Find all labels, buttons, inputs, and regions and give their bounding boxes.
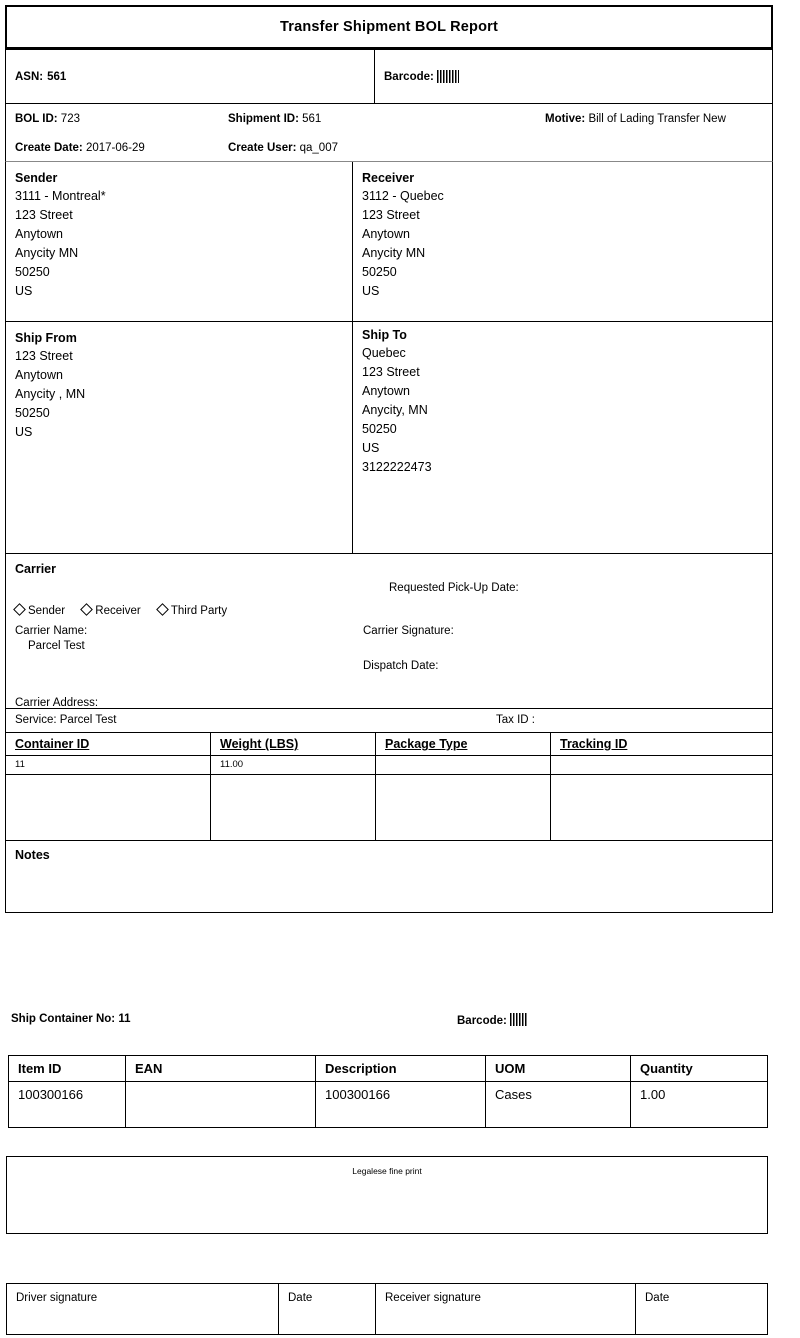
- sender-line: 50250: [15, 265, 50, 279]
- table-row: [9, 1082, 767, 1127]
- column-header-label: Container ID: [15, 737, 90, 751]
- sender-line: Anytown: [15, 227, 63, 241]
- sender-line: 3111 - Montreal*: [15, 189, 106, 203]
- dispatch-date-label: Dispatch Date:: [363, 660, 439, 672]
- cell-container-id: 11: [6, 756, 211, 774]
- diamond-icon: [80, 603, 93, 616]
- receiver-line: 3112 - Quebec: [362, 189, 444, 203]
- column-header-description: [316, 1056, 486, 1081]
- column-header-ean: [126, 1056, 316, 1081]
- container-table-header-row: [6, 733, 772, 756]
- column-header-quantity: [631, 1056, 767, 1081]
- column-header-label: Tracking ID: [560, 737, 628, 751]
- ship-to-line: 50250: [362, 422, 397, 436]
- carrier-name-label: Carrier Name:: [15, 625, 88, 637]
- ship-from-block: [6, 322, 353, 553]
- sender-line: 123 Street: [15, 208, 73, 222]
- notes-section: [5, 841, 773, 913]
- driver-date-label: Date: [288, 1292, 313, 1304]
- bol-id-value: 723: [60, 113, 80, 125]
- receiver-line: Anycity MN: [362, 246, 426, 260]
- table-empty-space: [6, 775, 772, 841]
- cell-weight: 11.00: [211, 756, 376, 774]
- column-header-tracking-id: [551, 733, 772, 755]
- item-table-header-row: [9, 1056, 767, 1082]
- empty-cell: [211, 775, 376, 840]
- create-date-label: Create Date:: [15, 142, 83, 154]
- column-header-label: Item ID: [18, 1061, 62, 1076]
- column-header-container-id: [6, 733, 211, 755]
- ship-from-line: US: [15, 425, 33, 439]
- ship-to-line: Quebec: [362, 346, 406, 360]
- ship-container-barcode-label: Barcode:: [457, 1015, 507, 1027]
- asn-value: 561: [47, 70, 67, 83]
- driver-date-cell[interactable]: [279, 1284, 376, 1334]
- service-value: Parcel Test: [59, 714, 117, 726]
- barcode-icon: [437, 70, 459, 83]
- radio-option-third-party[interactable]: [158, 604, 227, 619]
- dispatch-date-field: [363, 659, 438, 674]
- report-title-box: [5, 5, 773, 50]
- receiver-line: Anytown: [362, 227, 410, 241]
- ship-to-line: Anytown: [362, 384, 410, 398]
- sender-receiver-row: [5, 162, 773, 322]
- cell-package-type: [376, 756, 551, 774]
- ship-from-line: 123 Street: [15, 349, 73, 363]
- column-header-weight: [211, 733, 376, 755]
- motive-label: Motive:: [545, 113, 586, 125]
- diamond-icon: [13, 603, 26, 616]
- cell-ean: [126, 1082, 316, 1127]
- barcode-icon: [510, 1013, 528, 1026]
- cell-item-id: 100300166: [9, 1082, 126, 1127]
- column-header-label: Quantity: [640, 1061, 693, 1076]
- sender-line: US: [15, 284, 33, 298]
- requested-pickup-date-label: Requested Pick-Up Date:: [389, 582, 519, 594]
- carrier-heading: Carrier: [15, 562, 56, 576]
- receiver-signature-label: Receiver signature: [385, 1292, 481, 1304]
- requested-pickup-date-field: [389, 581, 519, 596]
- ship-to-line: US: [362, 441, 380, 455]
- tax-id-label: Tax ID :: [496, 714, 535, 726]
- notes-heading: Notes: [15, 848, 50, 862]
- shipment-id-value: 561: [302, 113, 322, 125]
- ship-container-barcode-field: [457, 1013, 528, 1027]
- shipment-id-field: [228, 112, 321, 126]
- column-header-package-type: [376, 733, 551, 755]
- item-table: [8, 1055, 768, 1128]
- asn-cell: [6, 50, 375, 103]
- shipfrom-shipto-row: [5, 322, 773, 554]
- driver-signature-label: Driver signature: [16, 1292, 98, 1304]
- table-row: [6, 756, 772, 775]
- bol-meta-block: [5, 104, 773, 162]
- ship-to-line: 3122222473: [362, 460, 432, 474]
- container-table: [5, 733, 773, 841]
- column-header-label: Package Type: [385, 737, 468, 751]
- diamond-icon: [156, 603, 169, 616]
- cell-description: 100300166: [316, 1082, 486, 1127]
- bol-id-label: BOL ID:: [15, 113, 58, 125]
- ship-to-line: Anycity, MN: [362, 403, 428, 417]
- create-user-field: [228, 141, 338, 155]
- ship-to-block: [353, 322, 772, 553]
- column-header-uom: [486, 1056, 631, 1081]
- tax-id-field: [496, 714, 535, 726]
- create-user-value: qa_007: [299, 142, 338, 154]
- receiver-line: 50250: [362, 265, 397, 279]
- ship-to-line: 123 Street: [362, 365, 420, 379]
- service-tax-row: [5, 709, 773, 733]
- service-label: Service:: [15, 714, 57, 726]
- radio-label-third-party: Third Party: [170, 605, 228, 617]
- sender-block: [6, 162, 353, 321]
- empty-cell: [6, 775, 211, 840]
- radio-label-sender: Sender: [28, 605, 66, 617]
- cell-quantity: 1.00: [640, 1087, 666, 1102]
- carrier-address-label: Carrier Address:: [15, 697, 99, 709]
- receiver-line: 123 Street: [362, 208, 420, 222]
- cell-uom: Cases: [486, 1082, 631, 1127]
- carrier-signature-field: [363, 624, 454, 639]
- radio-label-receiver: Receiver: [95, 605, 141, 617]
- create-date-field: [15, 141, 145, 155]
- receiver-heading: Receiver: [362, 171, 415, 185]
- column-header-label: Description: [325, 1061, 397, 1076]
- ship-from-line: Anytown: [15, 368, 63, 382]
- receiver-line: US: [362, 284, 380, 298]
- ship-from-line: Anycity , MN: [15, 387, 86, 401]
- carrier-payer-options: [15, 604, 241, 619]
- motive-field: [545, 112, 767, 126]
- ship-container-label: Ship Container No: 11: [11, 1013, 131, 1025]
- ship-container-header: [11, 1013, 771, 1033]
- receiver-block: [353, 162, 772, 321]
- receiver-signature-cell[interactable]: [376, 1284, 636, 1334]
- carrier-signature-label: Carrier Signature:: [363, 625, 454, 637]
- driver-signature-cell[interactable]: [7, 1284, 279, 1334]
- legal-terms-box: [6, 1156, 768, 1234]
- column-header-label: Weight (LBS): [220, 737, 299, 751]
- bol-id-field: [15, 112, 80, 126]
- service-field: [15, 714, 116, 726]
- asn-label: ASN:: [15, 70, 44, 83]
- legal-fine-print: Legalese fine print: [352, 1166, 422, 1176]
- column-header-item-id: [9, 1056, 126, 1081]
- carrier-name-value: Parcel Test: [28, 640, 85, 652]
- cell-tracking-id: [551, 756, 772, 774]
- radio-option-sender[interactable]: [15, 604, 65, 619]
- column-header-label: UOM: [495, 1061, 526, 1076]
- carrier-section: [5, 554, 773, 709]
- create-date-value: 2017-06-29: [85, 142, 145, 154]
- ship-to-heading: Ship To: [362, 328, 407, 342]
- page-title: Transfer Shipment BOL Report: [279, 19, 499, 35]
- column-header-label: EAN: [135, 1061, 163, 1076]
- empty-cell: [551, 775, 772, 840]
- motive-value: Bill of Lading Transfer New: [588, 113, 726, 125]
- shipment-id-label: Shipment ID:: [228, 113, 299, 125]
- asn-barcode-row: [5, 50, 773, 104]
- sender-line: Anycity MN: [15, 246, 79, 260]
- sender-heading: Sender: [15, 171, 58, 185]
- signature-table: [6, 1283, 768, 1335]
- receiver-date-cell[interactable]: [636, 1284, 767, 1334]
- empty-cell: [376, 775, 551, 840]
- barcode-label: Barcode:: [384, 70, 434, 83]
- receiver-date-label: Date: [645, 1292, 670, 1304]
- ship-from-heading: Ship From: [15, 331, 77, 345]
- create-user-label: Create User:: [228, 142, 297, 154]
- ship-from-line: 50250: [15, 406, 50, 420]
- barcode-cell: [375, 50, 772, 103]
- radio-option-receiver[interactable]: [82, 604, 140, 619]
